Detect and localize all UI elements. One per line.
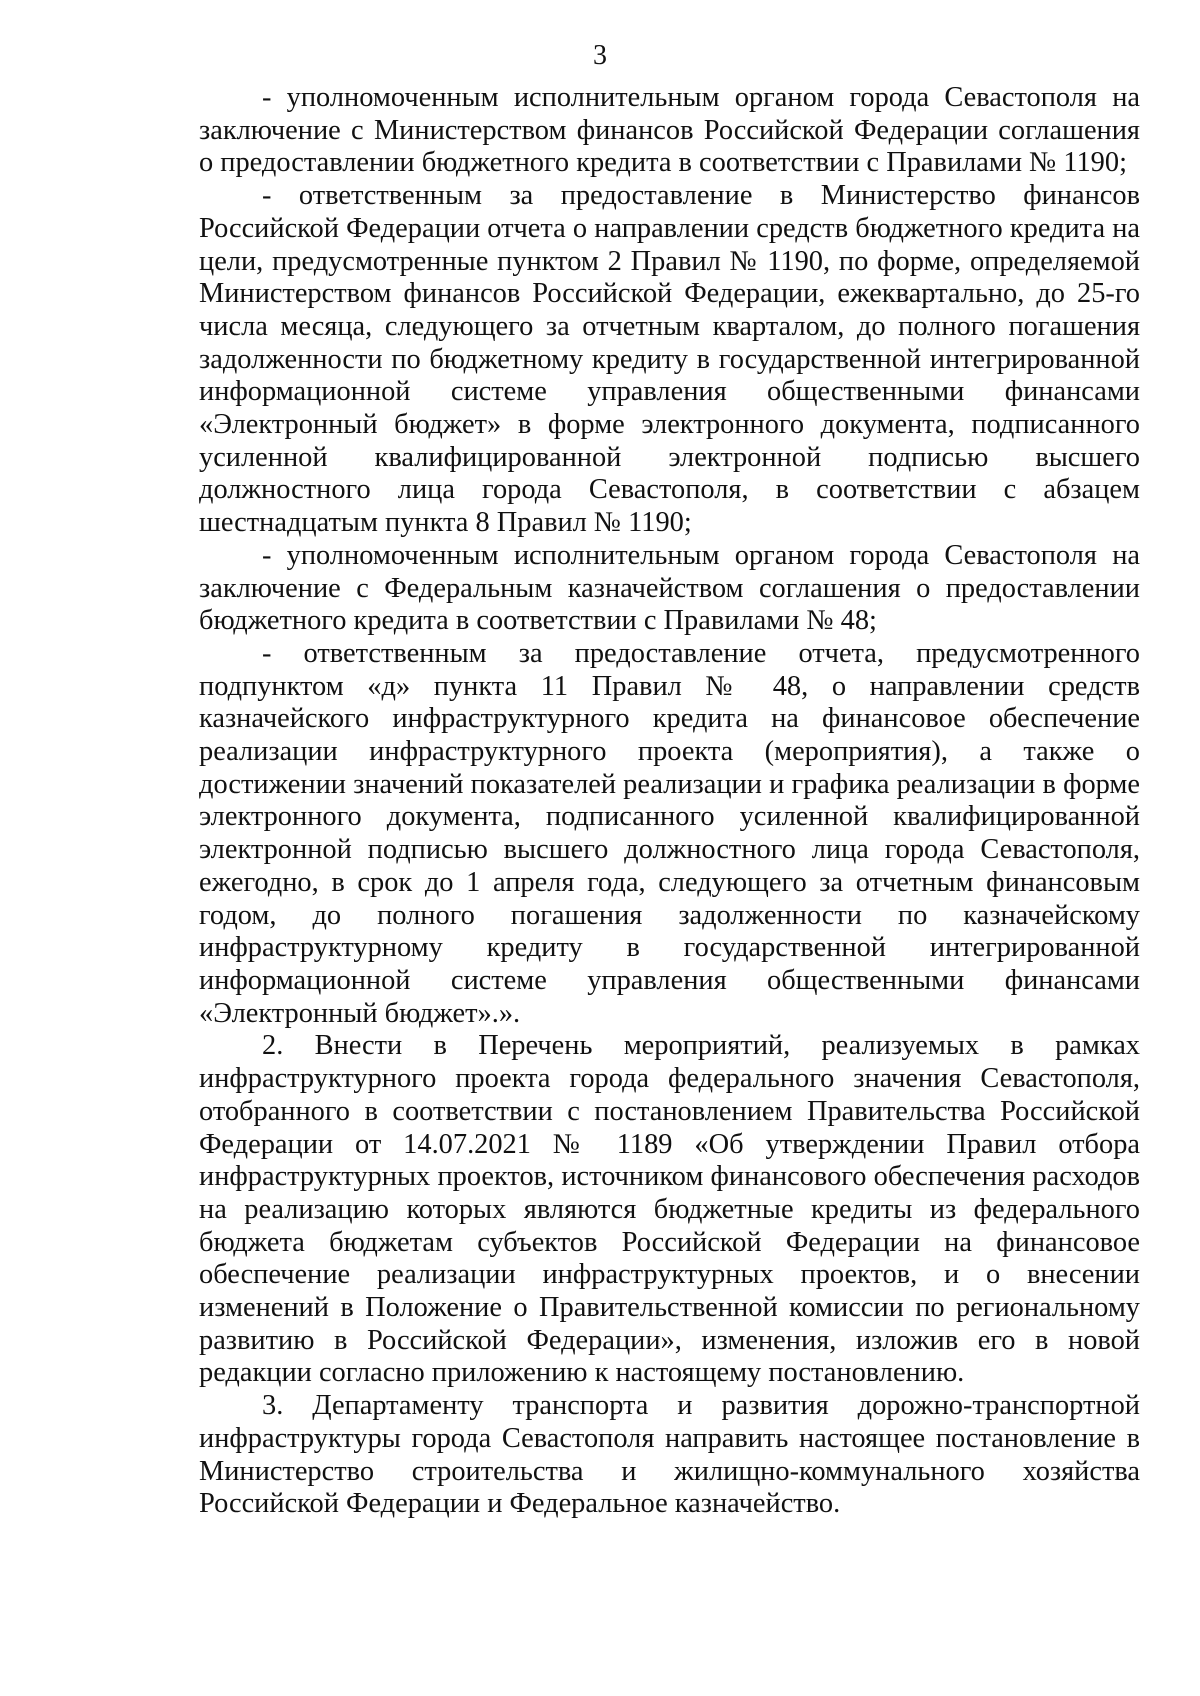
paragraph-quarterly-loan-report: - ответственным за предоставление в Министерство финансов Российской Федерации отчета о направлении средств бюджетного кредита на цели, предусмотренные пунктом 2 Правил № 1190, по форме, определяемой Министерством финансов Российской Федерации, ежеквартально, до 25-го числа месяца, следующего за отчетным кварталом, до полного погашения задолженности по бюджетному кредиту в государственной интегрированной информационной системе управления общественными финансами «Электронный бюджет» в форме электронного документа, подписанного усиленной квалифицированной электронной подписью высшего должностного лица города Севастополя, в соответствии с абзацем шестнадцатым пункта 8 Правил № 1190;: [199, 180, 1140, 539]
paragraph-annual-infrastructure-report: - ответственным за предоставление отчета, предусмотренного подпунктом «д» пункта 11 Правил № 48, о направлении средств казначейского инфраструктурного кредита на финансовое обеспечение реализации инфраструктурного проекта (мероприятия), а также о достижении значений показателей реализации и графика реализации в форме электронного документа, подписанного усиленной квалифицированной электронной подписью высшего должностного лица города Севастополя, ежегодно, в срок до 1 апреля года, следующего за отчетным финансовым годом, до полного погашения задолженности по казначейскому инфраструктурному кредиту в государственной интегрированной информационной системе управления общественными финансами «Электронный бюджет».».: [199, 637, 1140, 1029]
paragraph-authorized-loan-agreement: - уполномоченным исполнительным органом города Севастополя на заключение с Министерством финансов Российской Федерации соглашения о предоставлении бюджетного кредита в соответствии с Правилами № 1190;: [199, 82, 1140, 179]
paragraph-item-2-amend-list: 2. Внести в Перечень мероприятий, реализуемых в рамках инфраструктурного проекта города федерального значения Севастополя, отобранного в соответствии с постановлением Правительства Российской Федерации от 14.07.2021 № 1189 «Об утверждении Правил отбора инфраструктурных проектов, источником финансового обеспечения расходов на реализацию которых являются бюджетные кредиты из федерального бюджета бюджетам субъектов Российской Федерации на финансовое обеспечение реализации инфраструктурных проектов, и о внесении изменений в Положение о Правительственной комиссии по региональному развитию в Российской Федерации», изменения, изложив его в новой редакции согласно приложению к настоящему постановлению.: [199, 1030, 1140, 1389]
paragraph-treasury-agreement: - уполномоченным исполнительным органом города Севастополя на заключение с Федеральным казначейством соглашения о предоставлении бюджетного кредита в соответствии с Правилами № 48;: [199, 539, 1140, 637]
page-number: 3: [593, 40, 607, 71]
paragraph-item-3-send-resolution: 3. Департаменту транспорта и развития дорожно-транспортной инфраструктуры города Севастополя направить настоящее постановление в Министерство строительства и жилищно-коммунального хозяйства Российской Федерации и Федеральное казначейство.: [199, 1390, 1140, 1520]
document-body: [199, 82, 1140, 1521]
